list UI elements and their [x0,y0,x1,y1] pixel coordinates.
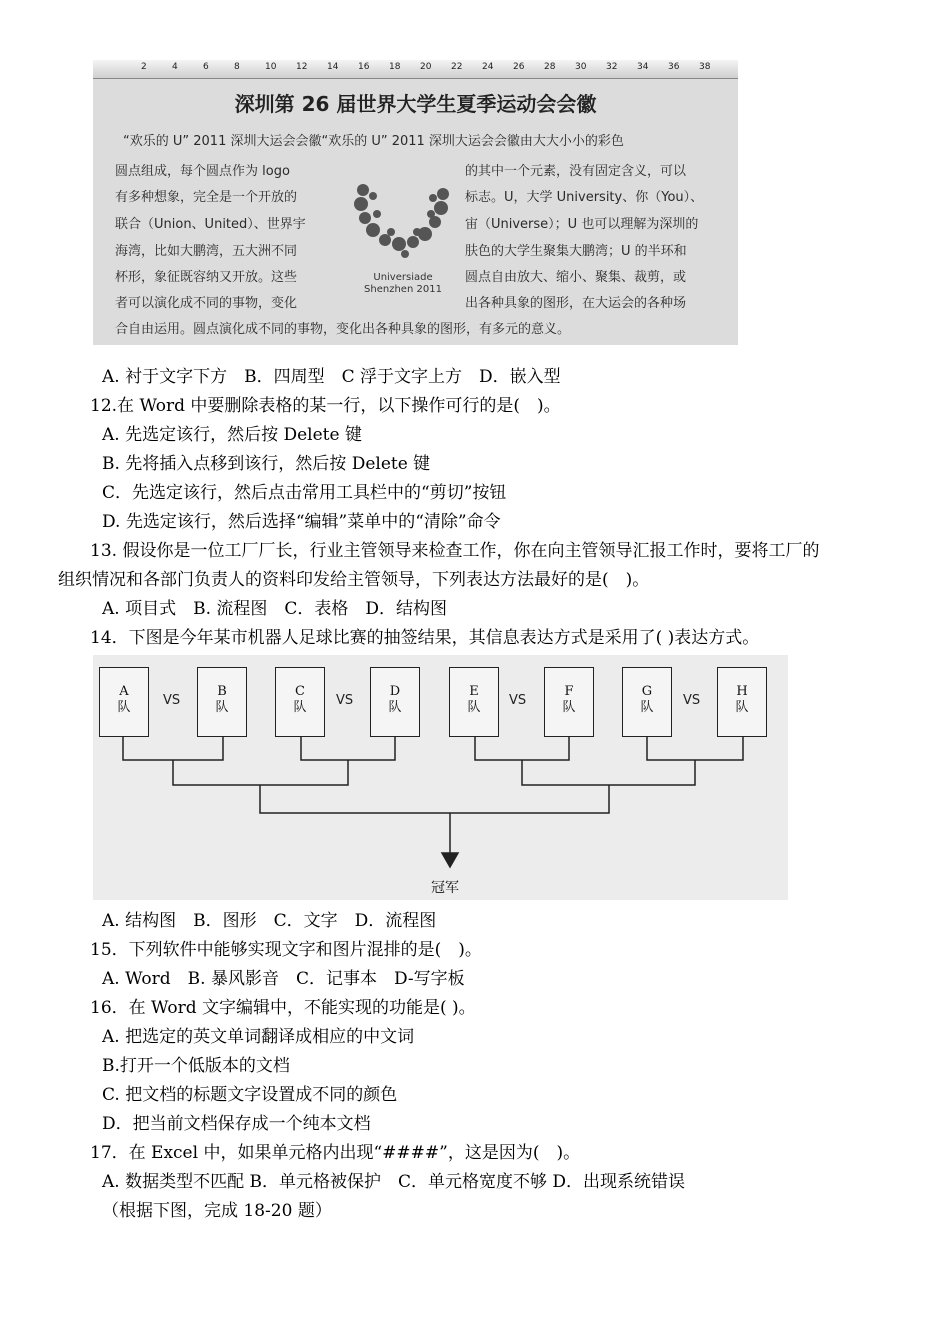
team-letter: G [641,684,653,699]
figure-text-line: 合自由运用。圆点演化成不同的事物，变化出各种具象的图形，有多元的意义。 [115,322,571,337]
team-letter: B [217,684,227,699]
q12-option-a: A. 先选定该行，然后按 Delete 键 [102,425,362,445]
logo-caption [343,272,463,296]
team-box-a [99,667,149,737]
ruler-number: 36 [668,62,680,72]
team-box-c [275,667,325,737]
q16-option-d: D．把当前文档保存成一个纯本文档 [102,1114,371,1134]
q14-options: A. 结构图 B．图形 C．文字 D．流程图 [102,911,437,931]
team-letter: H [736,684,748,699]
team-suffix: 队 [562,700,576,715]
q16-option-c: C. 把文档的标题文字设置成不同的颜色 [102,1085,398,1105]
ruler-number: 26 [513,62,525,72]
q15-stem: 15．下列软件中能够实现文字和图片混排的是( )。 [90,940,482,960]
emblem-figure [93,60,738,345]
figure-text-line: 圆点组成，每个圆点作为 logo [115,164,290,179]
ruler-number: 20 [420,62,432,72]
q11-options: A. 衬于文字下方 B．四周型 C 浮于文字上方 D．嵌入型 [102,367,561,387]
logo-caption-line: Shenzhen 2011 [364,284,442,295]
team-box-h [717,667,767,737]
figure-text-line: 的其中一个元素，没有固定含义，可以 [465,164,687,179]
figure-text-line: 圆点自由放大、缩小、聚集、裁剪，或 [465,270,687,285]
figure-text-line: 海湾，比如大鹏湾，五大洲不同 [115,244,298,259]
team-box-b [197,667,247,737]
ruler-number: 4 [172,62,178,72]
figure-text-line: 出各种具象的图形，在大运会的各种场 [465,296,687,311]
ruler-number: 16 [358,62,370,72]
figure-text-line: 者可以演化成不同的事物，变化 [115,296,298,311]
team-letter: D [389,684,401,699]
ruler-number: 30 [575,62,587,72]
vs-label: VS [336,693,354,708]
q14-stem: 14．下图是今年某市机器人足球比赛的抽签结果，其信息表达方式是采用了( )表达方式。 [90,628,760,648]
figure-text-line: 肤色的大学生聚集大鹏湾；U 的半环和 [465,244,687,259]
figure-text-line: 标志。U，大学 University、你（You）、 [465,190,704,205]
q12-option-b: B. 先将插入点移到该行，然后按 Delete 键 [102,454,431,474]
q15-options: A. Word B. 暴风影音 C．记事本 D-写字板 [102,969,465,989]
team-letter: C [295,684,305,699]
q12-stem: 12.在 Word 中要删除表格的某一行，以下操作可行的是( )。 [90,396,561,416]
q13-stem-line2: 组织情况和各部门负责人的资料印发给主管领导，下列表达方法最好的是( )。 [58,570,650,590]
ruler-number: 22 [451,62,463,72]
figure-title: 深圳第 26 届世界大学生夏季运动会会徽 [234,92,597,116]
ruler [93,60,738,79]
bracket-figure [93,655,788,900]
team-suffix: 队 [467,700,481,715]
ruler-number: 2 [141,62,147,72]
ruler-number: 34 [637,62,649,72]
ruler-number: 10 [265,62,277,72]
q16-stem: 16．在 Word 文字编辑中，不能实现的功能是( )。 [90,998,476,1018]
figure-text-line: 宙（Universe）；U 也可以理解为深圳的 [465,217,699,232]
q17-options: A. 数据类型不匹配 B．单元格被保护 C．单元格宽度不够 D．出现系统错误 [102,1172,686,1192]
q16-option-a: A. 把选定的英文单词翻译成相应的中文词 [102,1027,415,1047]
vs-label: VS [683,693,701,708]
team-suffix: 队 [388,700,402,715]
figure-text-line: 杯形，象征既容纳又开放。这些 [115,270,298,285]
ruler-number: 24 [482,62,494,72]
vs-label: VS [509,693,527,708]
team-letter: E [469,684,479,699]
team-box-g [622,667,672,737]
team-letter: F [564,684,574,699]
ruler-number: 38 [699,62,711,72]
ruler-number: 28 [544,62,556,72]
figure-text-line: 联合（Union、United）、世界宇 [115,217,306,232]
q16-option-b: B.打开一个低版本的文档 [102,1056,290,1076]
team-suffix: 队 [117,700,131,715]
team-suffix: 队 [293,700,307,715]
ruler-number: 14 [327,62,339,72]
logo-caption-line: Universiade [373,272,433,283]
ruler-number: 18 [389,62,401,72]
ruler-number: 12 [296,62,308,72]
ruler-number: 8 [234,62,240,72]
instruction-note: （根据下图，完成 18-20 题） [102,1201,332,1221]
champion-label: 冠军 [431,880,459,896]
q12-option-d: D. 先选定该行，然后选择“编辑”菜单中的“清除”命令 [102,512,501,532]
ruler-number: 6 [203,62,209,72]
figure-text-line: 有多种想象，完全是一个开放的 [115,190,298,205]
q12-option-c: C．先选定该行，然后点击常用工具栏中的“剪切”按钮 [102,483,507,503]
figure-text-line: “欢乐的 U” 2011 深圳大运会会徽“欢乐的 U” 2011 深圳大运会会徽由大大小小的彩色 [123,134,624,149]
vs-label: VS [163,693,181,708]
team-suffix: 队 [640,700,654,715]
team-suffix: 队 [215,700,229,715]
ruler-number: 32 [606,62,618,72]
team-suffix: 队 [735,700,749,715]
team-letter: A [119,684,129,699]
q13-stem-line1: 13. 假设你是一位工厂厂长，行业主管领导来检查工作，你在向主管领导汇报工作时，要将工厂的 [90,541,820,561]
team-box-d [370,667,420,737]
team-box-e [449,667,499,737]
q13-options: A. 项目式 B. 流程图 C．表格 D．结构图 [102,599,448,619]
q17-stem: 17．在 Excel 中，如果单元格内出现“####”，这是因为( )。 [90,1143,581,1163]
team-box-f [544,667,594,737]
